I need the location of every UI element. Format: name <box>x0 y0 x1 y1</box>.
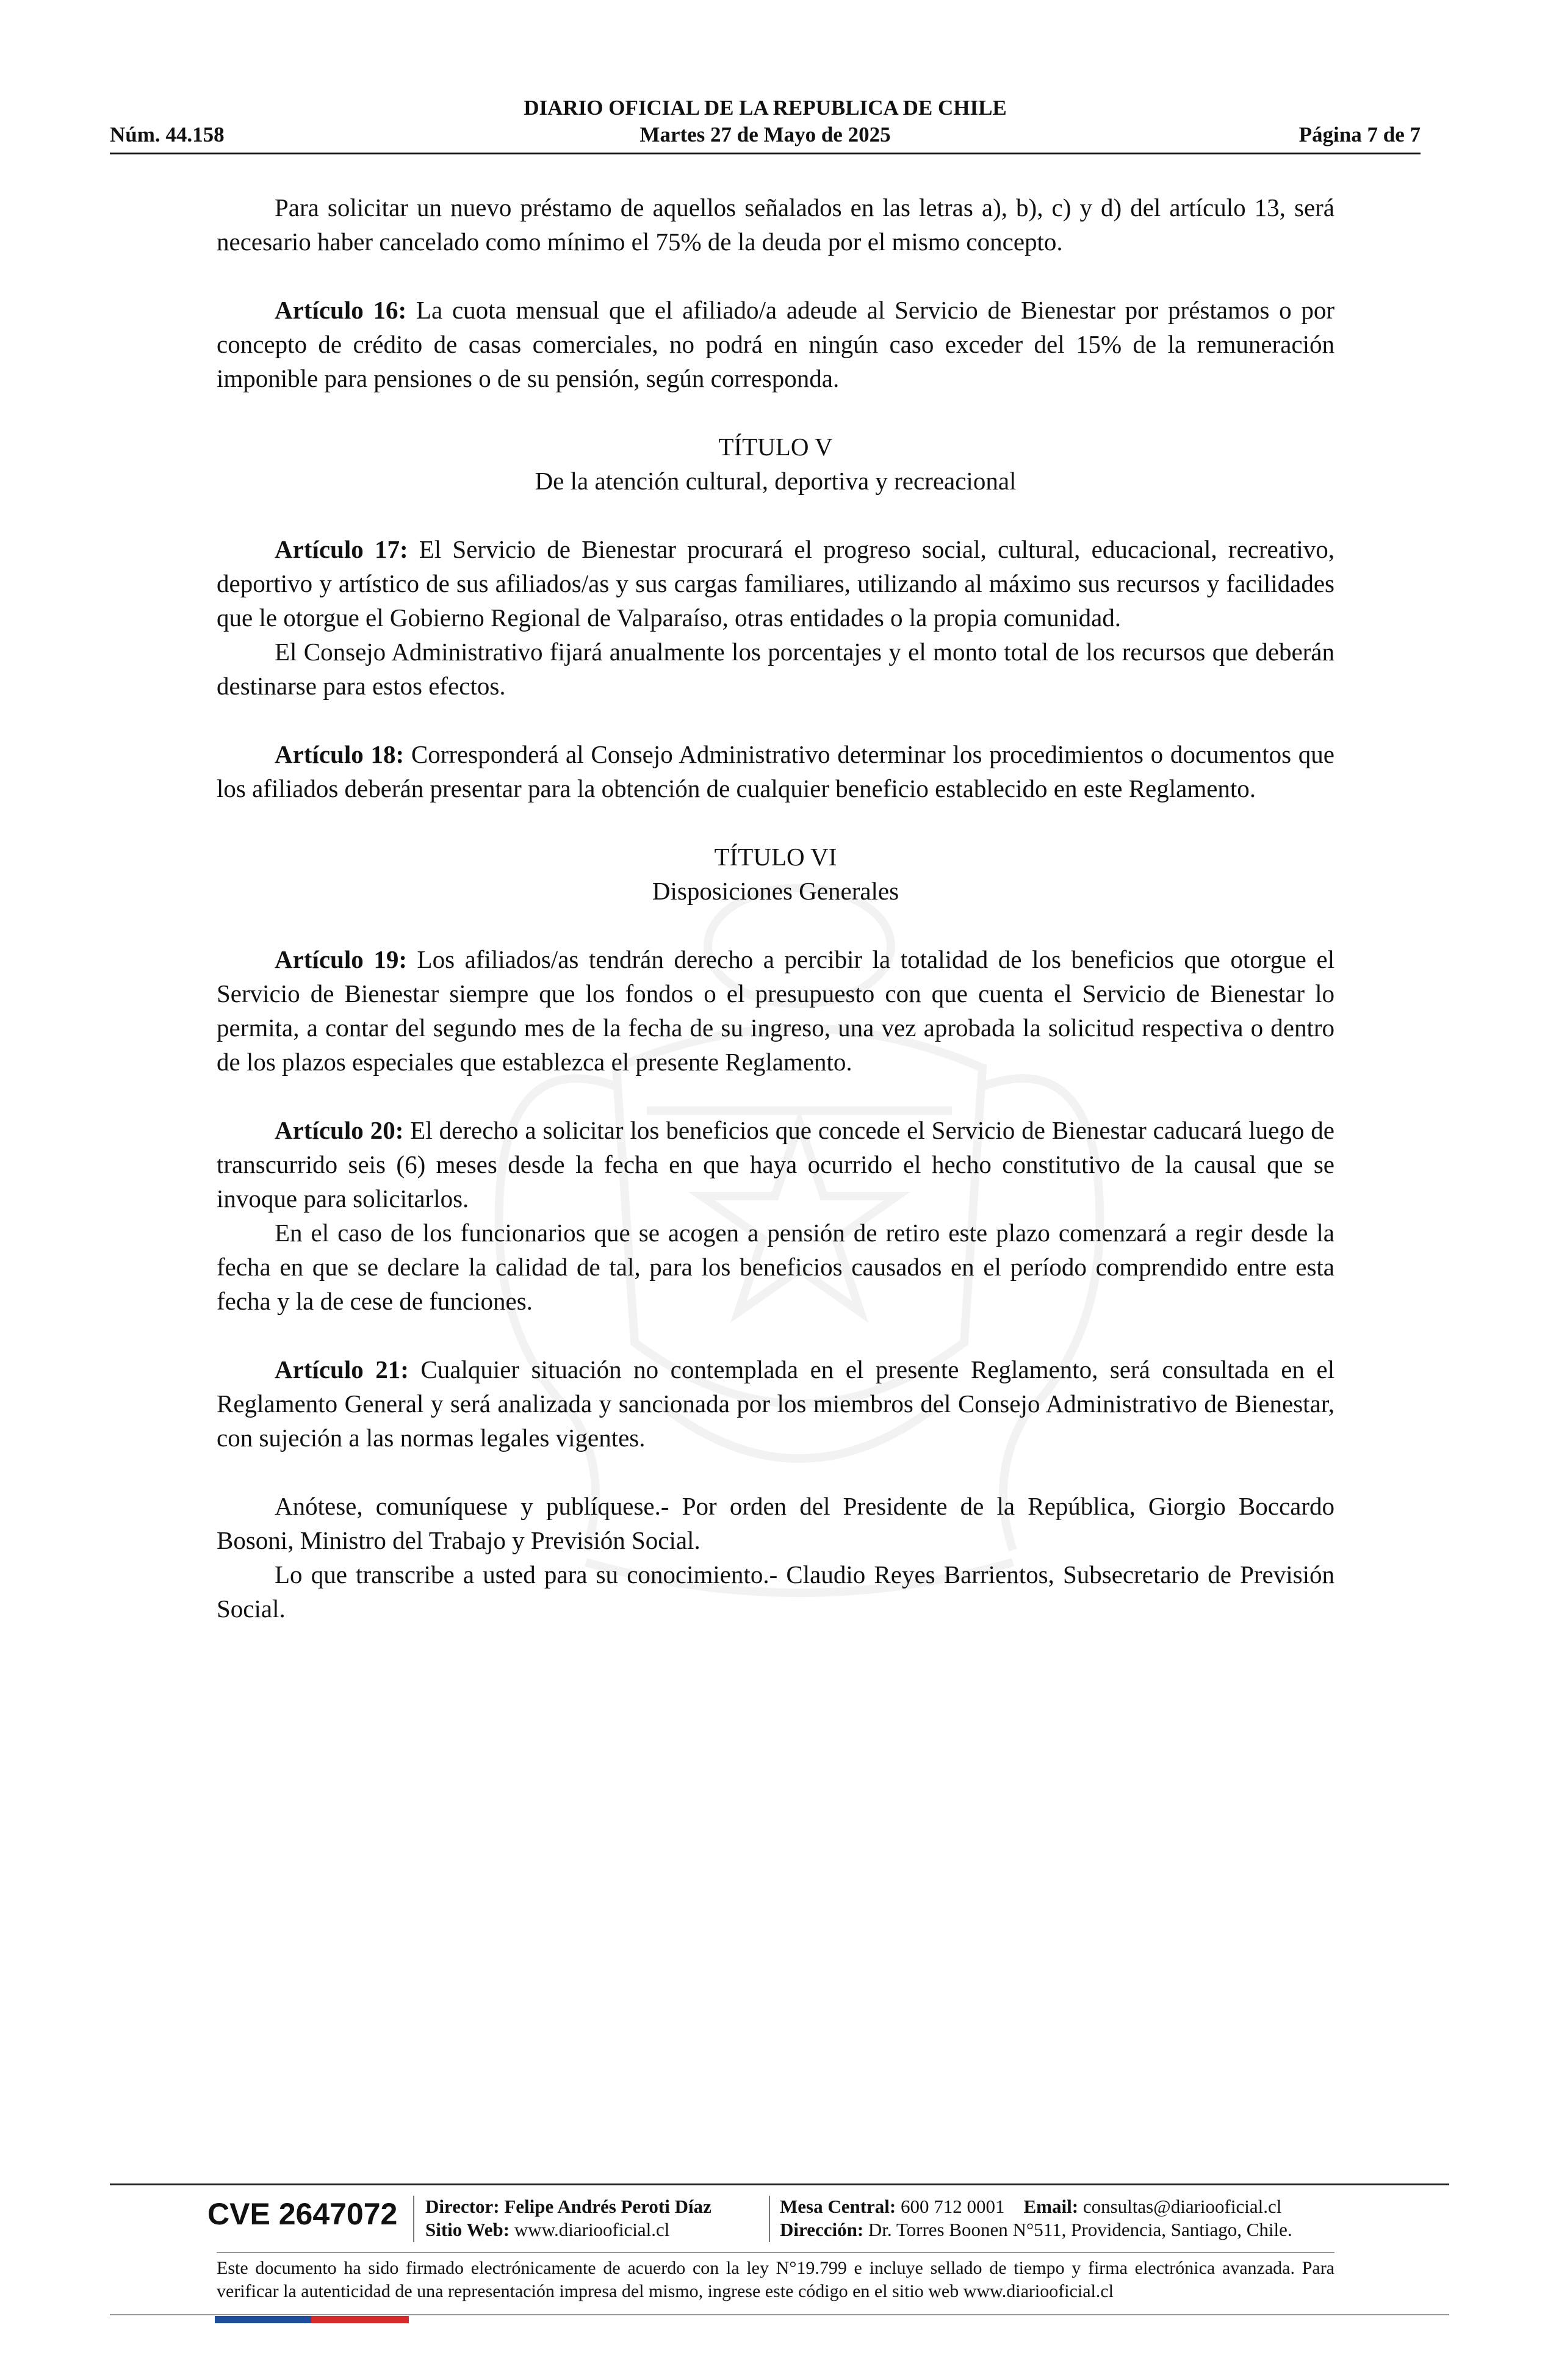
article-16 <box>217 293 1334 395</box>
paragraph-intro: Para solicitar un nuevo préstamo de aquellos señalados en las letras a), b), c) y d) del artículo 13, será necesario haber cancelado como mínimo el 75% de la deuda por el mismo concepto. <box>217 193 1334 256</box>
titulo-vi-block <box>217 840 1334 908</box>
footer-separator-2 <box>769 2196 770 2242</box>
footer-contact-column <box>780 2195 1292 2241</box>
article-20-paragraph-2: En el caso de los funcionarios que se acogen a pensión de retiro este plazo comenzará a regir desde la fecha en que se declare la calidad de tal, para los beneficios causados en el período comprendido entre esta fecha y la de cese de funciones. <box>217 1219 1334 1315</box>
address-text: Dr. Torres Boonen N°511, Providencia, Santiago, Chile. <box>868 2219 1292 2240</box>
titulo-vi-heading: TÍTULO VI <box>714 843 837 871</box>
article-19-label: Artículo 19: <box>275 945 407 973</box>
titulo-vi-subtitle: Disposiciones Generales <box>652 877 899 905</box>
address-label: Dirección: <box>780 2219 864 2240</box>
article-19-text: Los afiliados/as tendrán derecho a percibir la totalidad de los beneficios que otorgue el Servicio de Bienestar siempre que los fondos o el presupuesto con que cuenta el Servicio de Bienestar lo permita, a contar del segundo mes de la fecha de su ingreso, una vez aprobada la solicitud respectiva o dentro de los plazos especiales que establezca el presente Reglamento. <box>217 945 1334 1076</box>
director-label: Director: <box>425 2196 500 2217</box>
phone-label: Mesa Central: <box>780 2196 896 2217</box>
flag-stripe <box>215 2316 409 2323</box>
legal-notice: Este documento ha sido firmado electrónicamente de acuerdo con la ley N°19.799 e incluye sellado de tiempo y firma electrónica avanzada. Para verificar la autenticidad de una representación impresa del mismo, ingrese este código en el sitio web www.diariooficial.cl <box>217 2258 1334 2301</box>
article-17 <box>217 532 1334 635</box>
email-label: Email: <box>1023 2196 1079 2217</box>
article-16-label: Artículo 16: <box>275 296 407 324</box>
titulo-v-heading: TÍTULO V <box>718 433 833 461</box>
footer-separator-1 <box>413 2196 414 2242</box>
article-18-text: Corresponderá al Consejo Administrativo determinar los procedimientos o documentos que los afiliados deberán presentar para la obtención de cualquier beneficio establecido en este Reglamento. <box>217 740 1334 802</box>
director-name: Felipe Andrés Peroti Díaz <box>504 2196 711 2217</box>
article-21-label: Artículo 21: <box>275 1355 409 1383</box>
article-18 <box>217 737 1334 806</box>
article-19 <box>217 942 1334 1079</box>
article-17-text: El Servicio de Bienestar procurará el progreso social, cultural, educacional, recreativo, deportivo y artístico de sus afiliados/as y sus cargas familiares, utilizando al máximo sus recursos y facilidades que le otorgue el Gobierno Regional de Valparaíso, otras entidades o la propia comunidad. <box>217 535 1334 632</box>
closing-paragraph-2: Lo que transcribe a usted para su conocimiento.- Claudio Reyes Barrientos, Subsecretario de Previsión Social. <box>217 1560 1334 1623</box>
article-21-text: Cualquier situación no contemplada en el presente Reglamento, será consultada en el Reglamento General y será analizada y sancionada por los miembros del Consejo Administrativo de Bienestar, con sujeción a las normas legales vigentes. <box>217 1355 1334 1452</box>
director-line <box>425 2195 711 2218</box>
footer-divider-bottom <box>110 2314 1449 2315</box>
article-20 <box>217 1113 1334 1216</box>
footer-director-column <box>425 2195 711 2241</box>
article-17-label: Artículo 17: <box>275 535 408 563</box>
contact-line <box>780 2195 1292 2218</box>
titulo-v-subtitle: De la atención cultural, deportiva y recreacional <box>535 467 1017 495</box>
closing-paragraph-1: Anótese, comuníquese y publíquese.- Por orden del Presidente de la República, Giorgio Boccardo Bosoni, Ministro del Trabajo y Previsión Social. <box>217 1492 1334 1554</box>
website-line <box>425 2218 711 2241</box>
footer-divider-top <box>110 2183 1449 2185</box>
email-link[interactable]: consultas@diariooficial.cl <box>1082 2196 1282 2217</box>
journal-title: DIARIO OFICIAL DE LA REPUBLICA DE CHILE <box>524 96 1007 120</box>
article-17-paragraph-2: El Consejo Administrativo fijará anualmente los porcentajes y el monto total de los recursos que deberán destinarse para estos efectos. <box>217 638 1334 700</box>
phone-number: 600 712 0001 <box>901 2196 1005 2217</box>
titulo-v-block <box>217 430 1334 498</box>
flag-stripe-blue <box>215 2316 311 2323</box>
page-header <box>110 95 1421 154</box>
article-21 <box>217 1352 1334 1455</box>
article-16-text: La cuota mensual que el afiliado/a adeude al Servicio de Bienestar por préstamos o por concepto de crédito de casas comerciales, no podrá en ningún caso exceder del 15% de la remuneración imponible para pensiones o de su pensión, según corresponda. <box>217 296 1335 392</box>
page-number: Página 7 de 7 <box>1298 123 1421 146</box>
address-line <box>780 2218 1292 2241</box>
flag-stripe-red <box>311 2316 409 2323</box>
issue-number: Núm. 44.158 <box>110 123 225 146</box>
cve-code: CVE 2647072 <box>207 2197 398 2231</box>
article-18-label: Artículo 18: <box>275 740 405 768</box>
document-body <box>217 190 1334 1626</box>
issue-date: Martes 27 de Mayo de 2025 <box>639 123 891 146</box>
website-label: Sitio Web: <box>425 2219 510 2240</box>
article-20-label: Artículo 20: <box>275 1116 404 1144</box>
article-20-text: El derecho a solicitar los beneficios que concede el Servicio de Bienestar caducará luego de transcurrido seis (6) meses desde la fecha en que haya ocurrido el hecho constitutivo de la causal que se invoque para solicitarlos. <box>217 1116 1334 1213</box>
website-link[interactable]: www.diariooficial.cl <box>514 2219 670 2240</box>
footer-divider-middle <box>217 2252 1334 2253</box>
